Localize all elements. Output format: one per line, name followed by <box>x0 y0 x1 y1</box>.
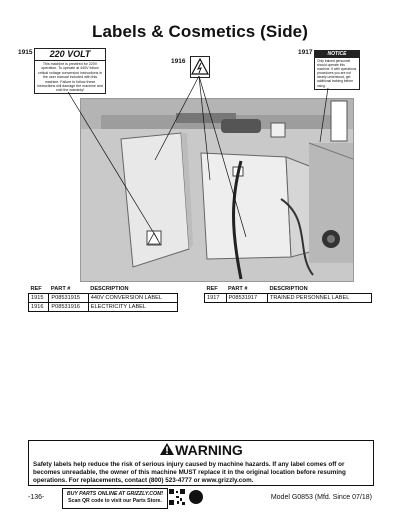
cell-part: P08531915 <box>49 294 88 303</box>
volt-label-body: This machine is prewired for 220V operation. To operate at 440V follow critical voltage conversion instructions in the user manual included with this machine. Failure to follow these instructions will damage the machine and void the warranty! <box>37 62 103 93</box>
warning-heading <box>29 442 373 458</box>
cell-ref: 1916 <box>29 303 49 312</box>
grizzly-bear-logo-icon <box>189 490 203 504</box>
page-number: -136- <box>28 494 45 501</box>
model-info: Model G0853 (Mfd. Since 07/18) <box>270 494 372 501</box>
col-ref: REF <box>205 286 227 294</box>
warning-triangle-icon <box>159 442 175 456</box>
scan-qr-line: Scan QR code to visit our Parts Store. <box>68 498 162 504</box>
page-title: Labels & Cosmetics (Side) <box>91 22 308 41</box>
warning-title: WARNING <box>175 442 243 458</box>
notice-label-body: Only trained personnel should operate this machine. If with operations procedures you are not clearly understood, get additional training before using. <box>317 59 357 88</box>
parts-table-right <box>204 286 372 303</box>
cell-ref: 1917 <box>205 294 227 303</box>
table-header <box>205 286 372 294</box>
col-desc: DESCRIPTION <box>267 286 371 294</box>
parts-table-left <box>28 286 178 312</box>
qr-pattern <box>168 488 186 506</box>
table-row <box>29 294 178 303</box>
notice-label-title: NOTICE <box>315 51 359 58</box>
ref-1916: 1916 <box>171 58 186 65</box>
warning-box <box>28 440 374 486</box>
col-part: PART # <box>226 286 267 294</box>
ref-1917: 1917 <box>298 49 313 56</box>
ref-1915: 1915 <box>18 49 33 56</box>
table-row <box>205 294 372 303</box>
machine-figure <box>18 49 372 282</box>
parts-store-box <box>62 488 168 509</box>
cell-part: P08531917 <box>226 294 267 303</box>
col-ref: REF <box>29 286 49 294</box>
cell-part: P08531916 <box>49 303 88 312</box>
cell-desc: ELECTRICITY LABEL <box>88 303 177 312</box>
cell-ref: 1915 <box>29 294 49 303</box>
leader-lines <box>28 52 372 282</box>
col-part: PART # <box>49 286 88 294</box>
cell-desc: TRAINED PERSONNEL LABEL <box>267 294 371 303</box>
warning-text: Safety labels help reduce the risk of serious injury caused by machine hazards. If any label comes off or becomes unreadable, the owner of this machine MUST replace it in the original location before resuming operations. For replacements, contact (800) 523-4777 or www.grizzly.com. <box>33 461 346 485</box>
cell-desc: 440V CONVERSION LABEL <box>88 294 177 303</box>
col-desc: DESCRIPTION <box>88 286 177 294</box>
volt-label-title: 220 VOLT <box>35 49 105 61</box>
table-header <box>29 286 178 294</box>
qr-code-icon[interactable] <box>168 488 186 506</box>
table-row <box>29 303 178 312</box>
buy-parts-line: BUY PARTS ONLINE AT GRIZZLY.COM! <box>66 491 164 497</box>
